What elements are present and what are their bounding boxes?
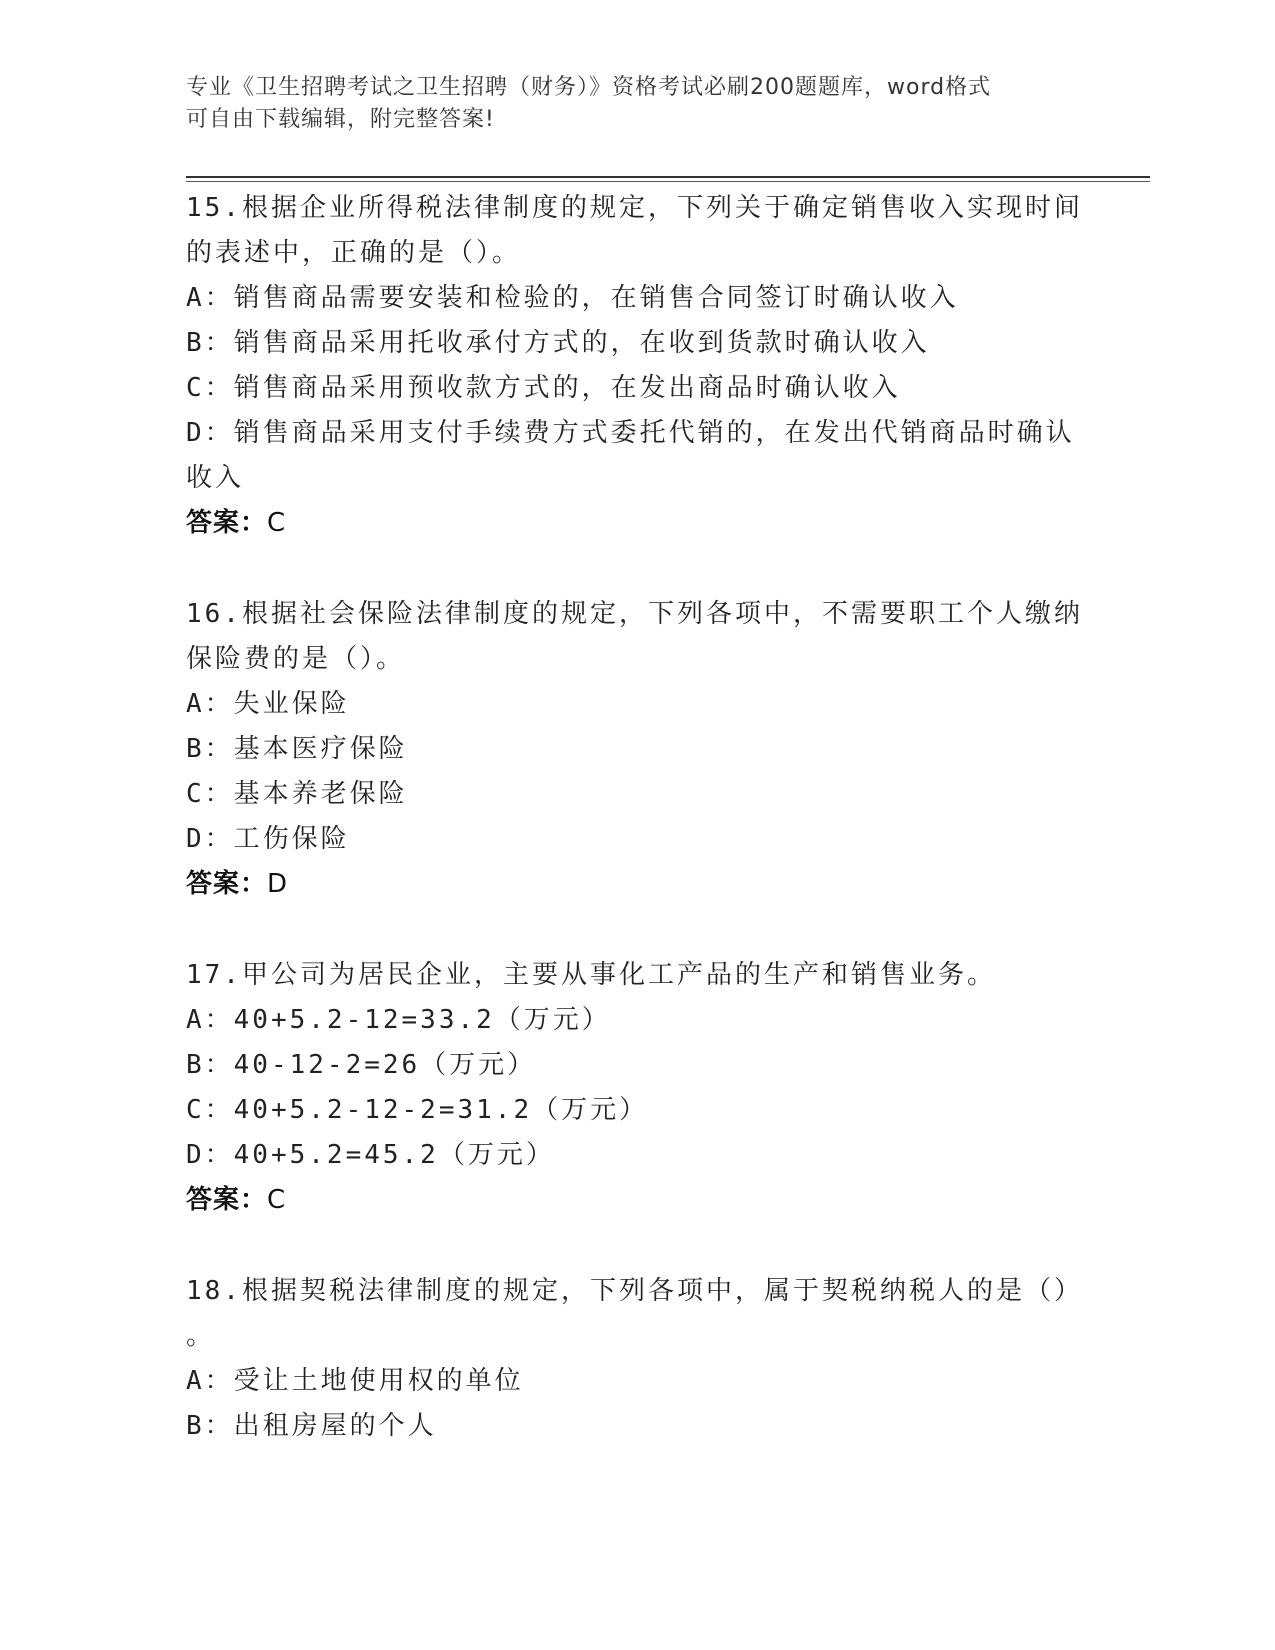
header-divider-thin [186,181,1150,182]
question-16 [186,592,1086,907]
question-list [186,186,1086,1449]
option-d: D：销售商品采用支付手续费方式委托代销的，在发出代销商品时确认 [186,418,1075,448]
answer-label: 答案： [186,1185,268,1215]
option-b: B：销售商品采用托收承付方式的，在收到货款时确认收入 [186,328,930,358]
question-15 [186,186,1086,546]
answer-label: 答案： [186,869,268,899]
option-b: B：40-12-2=26（万元） [186,1050,537,1080]
option-a: A：受让土地使用权的单位 [186,1366,524,1396]
option-c: C：基本养老保险 [186,779,408,809]
answer [186,1178,1086,1223]
answer-value: C [267,508,287,538]
answer-label: 答案： [186,508,268,538]
option-d: D：40+5.2=45.2（万元） [186,1140,555,1170]
header-line-2: 可自由下载编辑，附完整答案! [186,107,495,132]
question-stem-line: 17.甲公司为居民企业，主要从事化工产品的生产和销售业务。 [186,960,996,990]
option-b: B：基本医疗保险 [186,734,408,764]
question-stem-line: 保险费的是（）。 [186,644,406,674]
option-a: A：40+5.2-12=33.2（万元） [186,1005,611,1035]
question-stem-line: 18.根据契税法律制度的规定，下列各项中，属于契税纳税人的是（） [186,1276,1083,1306]
header-divider-thick [186,176,1150,178]
answer [186,501,1086,546]
option-c: C：40+5.2-12-2=31.2（万元） [186,1095,649,1125]
question-17 [186,953,1086,1223]
question-stem-line: 。 [186,1321,216,1351]
option-c: C：销售商品采用预收款方式的，在发出商品时确认收入 [186,373,901,403]
question-stem-line: 15.根据企业所得税法律制度的规定，下列关于确定销售收入实现时间 [186,193,1083,223]
document-header [186,72,1086,136]
question-spacer [186,1223,1086,1269]
option-b: B：出租房屋的个人 [186,1411,437,1441]
header-line-1: 专业《卫生招聘考试之卫生招聘（财务）》资格考试必刷200题题库，word格式 [186,75,992,100]
question-spacer [186,546,1086,592]
option-d: D：工伤保险 [186,824,350,854]
answer-value: D [267,869,289,899]
answer [186,862,1086,907]
option-a: A：销售商品需要安装和检验的，在销售合同签订时确认收入 [186,283,959,313]
option-a: A：失业保险 [186,689,350,719]
answer-value: C [267,1185,287,1215]
question-spacer [186,907,1086,953]
question-stem-line: 的表述中，正确的是（）。 [186,238,522,268]
question-18 [186,1269,1086,1449]
question-stem-line: 16.根据社会保险法律制度的规定，下列各项中，不需要职工个人缴纳 [186,599,1083,629]
option-d-continued: 收入 [186,463,245,493]
